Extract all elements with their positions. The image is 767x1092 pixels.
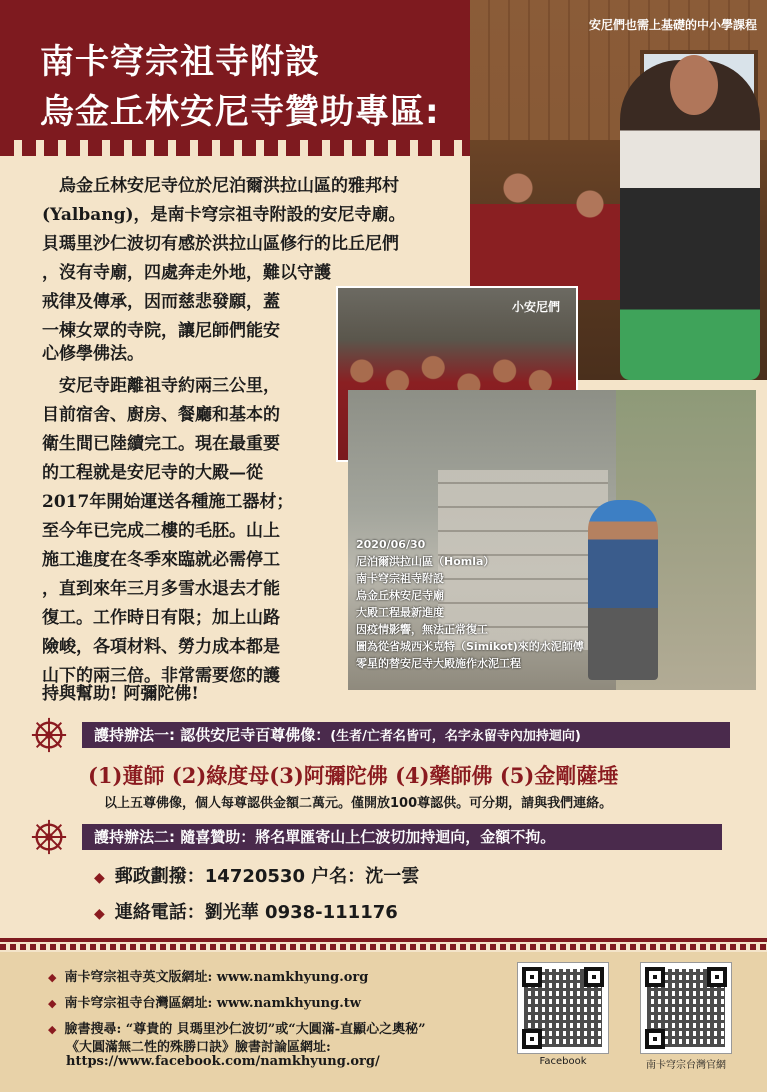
caption-line: 圖為從省城西米克特（Simikot)來的水泥師傅 bbox=[356, 640, 584, 653]
facebook-url-link[interactable]: https://www.facebook.com/namkhyung.org/ bbox=[66, 1054, 380, 1069]
page-title-line2: 烏金丘林安尼寺贊助專區: bbox=[40, 92, 440, 132]
intro-line: 烏金丘林安尼寺位於尼泊爾洪拉山區的雅邦村 bbox=[42, 176, 399, 196]
facebook-search-text: 臉書搜尋: “尊貴的 貝瑪里沙仁波切”或“大圓滿-直顯心之奧秘” bbox=[64, 1022, 426, 1037]
progress-line: 的工程就是安尼寺的大殿—從 bbox=[42, 463, 263, 483]
progress-line: ，直到來年三月多雪水退去才能 bbox=[42, 579, 280, 599]
young-nuns-label: 小安尼們 bbox=[511, 300, 560, 314]
method1-bar bbox=[82, 722, 730, 748]
footer-facebook-search bbox=[48, 1018, 426, 1037]
footer-forum-label: 《大圓滿無二性的殊勝口訣》臉書討論區網址: bbox=[66, 1040, 331, 1055]
progress-line: 2017年開始運送各種施工器材； bbox=[42, 492, 294, 512]
method2-bar bbox=[82, 824, 722, 850]
postal-text: 郵政劃撥：14720530 户名：沈一雲 bbox=[114, 866, 420, 887]
progress-line: 安尼寺距離祖寺約兩三公里， bbox=[42, 376, 280, 396]
diamond-bullet-icon: ◆ bbox=[48, 1023, 57, 1036]
page-title-line1: 南卡穹宗祖寺附設 bbox=[40, 42, 320, 82]
progress-line: 險峻，各項材料、勞力成本都是 bbox=[42, 637, 280, 657]
facebook-qr-code[interactable] bbox=[517, 962, 609, 1054]
progress-line: 至今年已完成二樓的毛胚。山上 bbox=[42, 521, 280, 541]
phone-text: 連絡電話：劉光華 0938-111176 bbox=[114, 902, 398, 923]
buddha-list: (1)蓮師 (2)綠度母(3)阿彌陀佛 (4)藥師佛 (5)金剛薩埵 bbox=[88, 763, 619, 788]
intro-line: (Yalbang)，是南卡穹宗祖寺附設的安尼寺廟。 bbox=[42, 205, 406, 225]
progress-line: 衛生間已陸續完工。現在最重要 bbox=[42, 434, 280, 454]
contact-phone bbox=[94, 898, 398, 924]
method1-label: 護持辦法一: 認供安尼寺百尊佛像： bbox=[94, 726, 331, 744]
intro-line: ，沒有寺廟，四處奔走外地，難以守護 bbox=[42, 263, 331, 283]
method1-note: 以上五尊佛像，個人每尊認供金額二萬元。僅開放100尊認供。可分期，請與我們連絡。 bbox=[104, 796, 613, 811]
footer-divider-pattern bbox=[0, 944, 767, 950]
caption-line: 2020/06/30 bbox=[356, 538, 426, 551]
footer-taiwan-site bbox=[48, 992, 361, 1011]
method2-label: 護持辦法二: 隨喜贊助：將名單匯寄山上仁波切加持迴向，金額不拘。 bbox=[94, 828, 556, 846]
progress-line: 持與幫助! 阿彌陀佛! bbox=[42, 684, 199, 704]
taiwan-site-qr-label: 南卡穹宗台灣官網 bbox=[646, 1060, 726, 1071]
diamond-bullet-icon: ◆ bbox=[94, 906, 105, 922]
intro-line: 貝瑪里沙仁波切有感於洪拉山區修行的比丘尼們 bbox=[42, 234, 399, 254]
postal-transfer bbox=[94, 862, 419, 888]
dharma-wheel-icon bbox=[30, 818, 68, 856]
diamond-bullet-icon: ◆ bbox=[48, 971, 57, 984]
taiwan-site-qr-code[interactable] bbox=[640, 962, 732, 1054]
caption-line: 尼泊爾洪拉山區（Homla） bbox=[356, 555, 495, 568]
caption-line: 零星的替安尼寺大殿施作水泥工程 bbox=[356, 657, 521, 670]
caption-line: 南卡穹宗祖寺附設 bbox=[356, 572, 444, 585]
construction-photo bbox=[348, 390, 756, 690]
method1-sub: (生者/亡者名皆可，名字永留寺內加持迴向) bbox=[330, 729, 581, 744]
english-site-link[interactable]: 南卡穹宗祖寺英文版網址: www.namkhyung.org bbox=[64, 970, 369, 985]
progress-line: 山下的兩三倍。非常需要您的護 bbox=[42, 666, 280, 686]
dharma-wheel-icon bbox=[30, 716, 68, 754]
diamond-bullet-icon: ◆ bbox=[94, 870, 105, 886]
intro-line: 戒律及傳承，因而慈悲發願，蓋 bbox=[42, 292, 280, 312]
facebook-qr-label: Facebook bbox=[539, 1056, 587, 1067]
footer-divider bbox=[0, 938, 767, 942]
taiwan-site-link[interactable]: 南卡穹宗祖寺台灣區網址: www.namkhyung.tw bbox=[64, 996, 361, 1011]
footer-english-site bbox=[48, 966, 368, 985]
progress-line: 復工。工作時日有限；加上山路 bbox=[42, 608, 280, 628]
intro-line: 心修學佛法。 bbox=[42, 344, 144, 364]
caption-line: 烏金丘林安尼寺廟 bbox=[356, 589, 444, 602]
diamond-bullet-icon: ◆ bbox=[48, 997, 57, 1010]
caption-line: 大殿工程最新進度 bbox=[356, 606, 444, 619]
intro-line: 一棟女眾的寺院，讓尼師們能安 bbox=[42, 321, 280, 341]
progress-line: 目前宿舍、廚房、餐廳和基本的 bbox=[42, 405, 280, 425]
classroom-photo-caption: 安尼們也需上基礎的中小學課程 bbox=[588, 18, 757, 32]
progress-line: 施工進度在冬季來臨就必需停工 bbox=[42, 550, 280, 570]
caption-line: 因疫情影響，無法正常復工 bbox=[356, 623, 488, 636]
construction-caption bbox=[356, 536, 584, 672]
